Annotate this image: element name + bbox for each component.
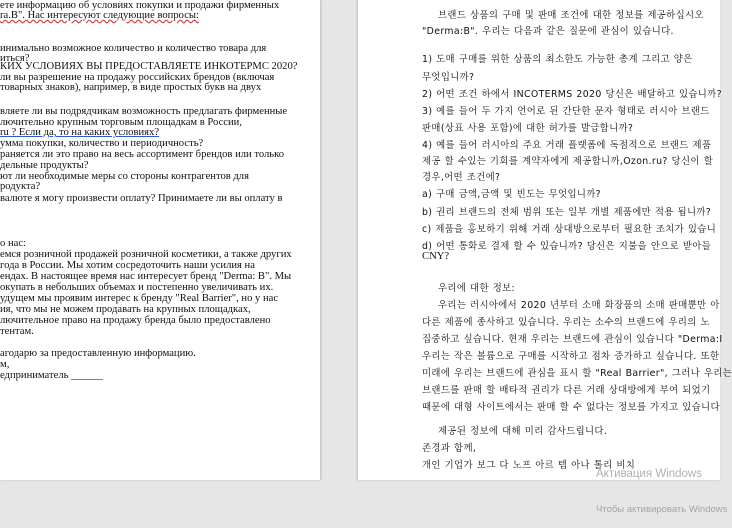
text-line: CNY? bbox=[422, 251, 450, 262]
text-line: агодарю за предоставленную информацию. bbox=[0, 348, 196, 359]
text-line: ендах. В настоящее время нас интересует бренд "Derma: B". Мы bbox=[0, 271, 292, 282]
watermark-title: Активация Windows bbox=[596, 468, 702, 480]
text-line: "Derma:B". 우리는 다음과 같은 질문에 관심이 있습니다. bbox=[422, 26, 674, 37]
text-line: 경우,어떤 조건에? bbox=[422, 172, 501, 183]
text-line: товарных знаков), например, в виде простых букв на двух bbox=[0, 82, 262, 93]
document-page-left[interactable] bbox=[0, 0, 320, 480]
text-line: 1) 도매 구매를 위한 상품의 최소한도 가능한 총계 그리고 양은 bbox=[422, 54, 693, 65]
text-line: лючительное право на продажу бренда было предоставлено bbox=[0, 315, 271, 326]
text-line: 존경과 함께, bbox=[422, 443, 477, 454]
text-line: 2) 어떤 조건 하에서 INCOTERMS 2020 당신은 배달하고 있습니까? bbox=[422, 89, 722, 100]
text-line: раняется ли это право на весь ассортимент брендов или только bbox=[0, 149, 285, 160]
text-line: вляете ли вы подрядчикам возможность предлагать фирменные bbox=[0, 106, 288, 117]
text-line: 브랜드를 판매 할 배타적 권리가 다른 거래 상대방에게 부여 되었기 bbox=[422, 385, 711, 396]
windows-activation-watermark bbox=[596, 444, 727, 528]
text-line: 개인 기업가 보그 다 노프 아르 템 아나 톨리 비치 bbox=[422, 460, 636, 471]
text-line: 때문에 대형 사이트에서는 판매 할 수 없다는 정보를 가지고 있습니다 bbox=[422, 402, 720, 413]
text-line: 브랜드 상품의 구매 및 판매 조건에 대한 정보를 제공하십시오 bbox=[438, 10, 704, 21]
text-line: 무엇입니까? bbox=[422, 72, 475, 83]
text-line: ют ли необходимые меры со стороны контрагентов для bbox=[0, 171, 249, 182]
text-line: м, bbox=[0, 359, 10, 370]
text-line: 4) 예를 들어 러시아의 주요 거래 플랫폼에 독점적으로 브랜드 제품 bbox=[422, 140, 712, 151]
text-line: родукта? bbox=[0, 181, 41, 192]
text-line: 우리는 작은 볼륨으로 구매를 시작하고 점차 증가하고 싶습니다. 또한 bbox=[422, 351, 720, 362]
text-line: едприниматель ______ bbox=[0, 370, 103, 381]
text-line: окупать в небольших объемах и постепенно увеличивать их. bbox=[0, 282, 274, 293]
text-line: удущем мы проявим интерес к бренду "Real Barrier", но у нас bbox=[0, 293, 279, 304]
text-line: b) 권리 브랜드의 전체 범위 또는 일부 개별 제품에만 적용 됩니까? bbox=[422, 207, 712, 218]
text-line: КИХ УСЛОВИЯХ ВЫ ПРЕДОСТАВЛЯЕТЕ ИНКОТЕРМС 2020? bbox=[0, 61, 298, 72]
text-line: 제공된 정보에 대해 미리 감사드립니다. bbox=[438, 426, 608, 437]
text-line: a) 구매 금액,금액 및 빈도는 무엇입니까? bbox=[422, 189, 602, 200]
text-line: ете информацию об условиях покупки и продажи фирменных bbox=[0, 0, 280, 11]
text-line: 집중하고 싶습니다. 현재 우리는 브랜드에 관심이 있습니다 "Derma:I bbox=[422, 334, 723, 345]
text-line: лючительно крупным торговым площадкам в России, bbox=[0, 117, 242, 128]
text-line: 미래에 우리는 브랜드에 관심을 표시 할 "Real Barrier", 그러나 우리는 bbox=[422, 368, 732, 379]
text-line: инимально возможное количество и количество товара для bbox=[0, 43, 267, 54]
text-line: 3) 예를 들어 두 가지 언어로 된 간단한 문자 형태로 러시아 브랜드 bbox=[422, 106, 710, 117]
text-line: умма покупки, количество и периодичность? bbox=[0, 138, 204, 149]
text-line: ra.B". Нас интересуют следующие вопросы: bbox=[0, 10, 199, 21]
document-page-right[interactable] bbox=[358, 0, 732, 480]
text-line: года в России. Мы хотим сосредоточить наши усилия на bbox=[0, 260, 255, 271]
text-line: 판매(상표 사용 포함)에 대한 허가를 발급합니까? bbox=[422, 123, 634, 134]
text-line: о нас: bbox=[0, 238, 26, 249]
text-line: дельные продукты? bbox=[0, 160, 89, 171]
text-line: тентам. bbox=[0, 326, 34, 337]
text-line: 우리에 대한 정보: bbox=[438, 283, 516, 294]
text-line bbox=[0, 127, 159, 138]
text-line: 우리는 러시아에서 2020 년부터 소매 화장품의 소매 판매뿐만 아 bbox=[438, 300, 720, 311]
text-line: c) 제품을 홍보하기 위해 거래 상대방으로부터 필요한 조치가 있습니 bbox=[422, 224, 717, 235]
text-line: d) 어떤 통화로 결제 할 수 있습니까? 당신은 지불을 안으로 받아들 bbox=[422, 241, 712, 252]
text-line: ия, что мы не можем продавать на крупных площадках, bbox=[0, 304, 251, 315]
text-line: иться? bbox=[0, 53, 30, 64]
text-line: 다른 제품에 종사하고 있습니다. 우리는 소수의 브랜드에 우리의 노 bbox=[422, 317, 710, 328]
text-line: емся розничной продажей розничной косметики, а также других bbox=[0, 249, 292, 260]
text-line: 제공 할 수있는 기회를 계약자에게 제공합니까,Ozon.ru? 당신이 할 bbox=[422, 156, 714, 167]
watermark-subtitle: Чтобы активировать Windows bbox=[596, 504, 728, 515]
text-line: валюте я могу произвести оплату? Принимаете ли вы оплату в bbox=[0, 193, 283, 204]
text-line: ли вы разрешение на продажу российских брендов (включая bbox=[0, 72, 275, 83]
hyperlink-ozon[interactable]: ru ? Если да, то на каких условиях? bbox=[0, 127, 160, 138]
